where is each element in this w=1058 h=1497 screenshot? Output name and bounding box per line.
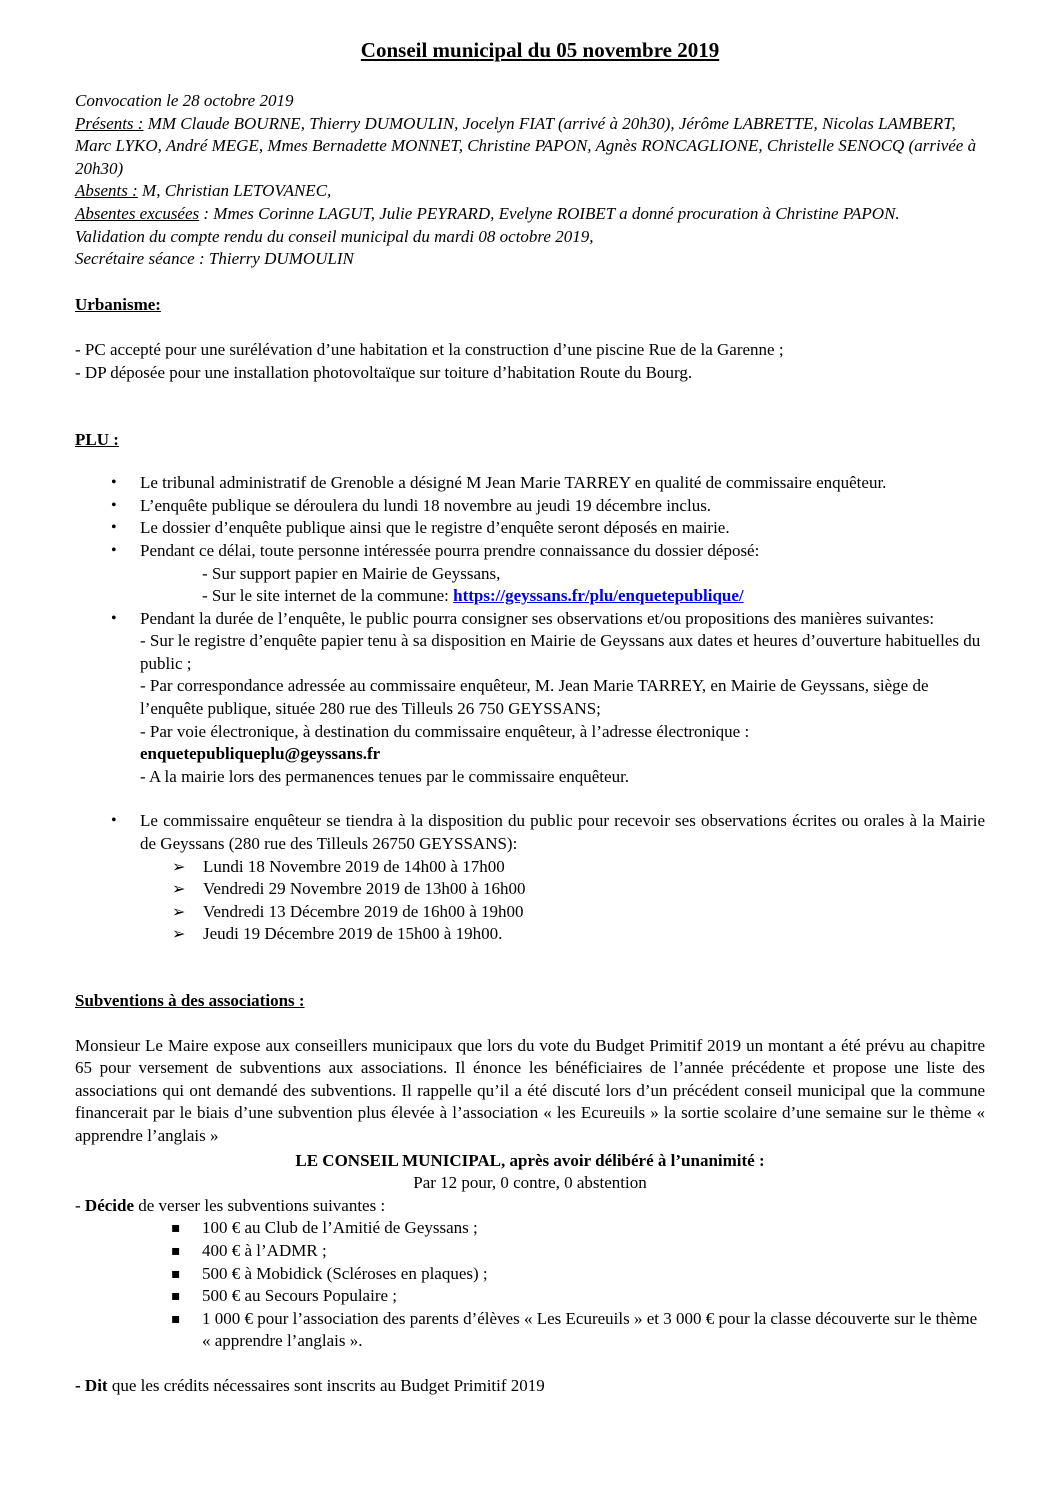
presents-text: MM Claude BOURNE, Thierry DUMOULIN, Jocelyn FIAT (arrivé à 20h30), Jérôme LABRETTE, Nicolas LAMBERT, Marc LYKO, André MEGE, Mmes Bernadette MONNET, Christine PAPON, Agnès RONCAGLIONE, Christelle SENOCQ (arrivée à 20h30) [75, 113, 977, 178]
subvention-item: ▪ 500 € au Secours Populaire ; [75, 1285, 985, 1308]
urbanisme-list [75, 339, 985, 384]
permanence-date: ➢ Jeudi 19 Décembre 2019 de 15h00 à 19h00. [75, 923, 985, 946]
plu-sub-papier: - Sur support papier en Mairie de Geyssans, [202, 563, 501, 583]
dit-line [75, 1375, 985, 1398]
plu-bullet-observations [75, 608, 985, 789]
decide-line [75, 1195, 985, 1218]
permanence-date: ➢ Lundi 18 Novembre 2019 de 14h00 à 17h00 [75, 856, 985, 879]
absents-text: M, Christian LETOVANEC, [137, 181, 332, 201]
absents-line [75, 180, 985, 203]
dit-keyword: - Dit [75, 1375, 108, 1395]
meeting-info [75, 90, 985, 271]
presents-label: Présents : [75, 113, 144, 133]
decide-text: de verser les subventions suivantes : [134, 1195, 386, 1215]
plu-delai-text: Pendant ce délai, toute personne intéressée pourra prendre connaissance du dossier déposé: [140, 540, 760, 560]
dit-text: que les crédits nécessaires sont inscrits au Budget Primitif 2019 [107, 1375, 545, 1395]
plu-bullet-dates: • L’enquête publique se déroulera du lundi 18 novembre au jeudi 19 décembre inclus. [75, 495, 985, 518]
plu-bullet-delai [75, 540, 985, 563]
plu-sub-internet-text: - Sur le site internet de la commune: [202, 586, 454, 606]
document-page [75, 36, 985, 1398]
subvention-item: ▪ 100 € au Club de l’Amitié de Geyssans ; [75, 1217, 985, 1240]
absents-label: Absents : [75, 181, 138, 201]
plu-bullet-permanences: • Le commissaire enquêteur se tiendra à la disposition du public pour recevoir ses observations écrites ou orales à la Mairie de Geyssans (280 rue des Tilleuls 26750 GEYSSANS): [75, 810, 985, 855]
subventions-heading: Subventions à des associations : [75, 991, 305, 1010]
plu-observations-electronique: - Par voie électronique, à destination du commissaire enquêteur, à l’adresse électronique : [140, 721, 750, 741]
plu-bullet-list-3 [75, 810, 985, 855]
plu-observations-correspondance: - Par correspondance adressée au commissaire enquêteur, M. Jean Marie TARREY, en Mairie de Geyssans, siège de l’enquête publique, située 280 rue des Tilleuls 26 750 GEYSSANS; [140, 676, 929, 719]
presents-line [75, 113, 985, 181]
page-title: Conseil municipal du 05 novembre 2019 [360, 38, 720, 62]
conseil-decision-heading: LE CONSEIL MUNICIPAL, après avoir délibéré à l’unanimité : [295, 1150, 765, 1170]
subventions-list [75, 1217, 985, 1353]
urbanisme-item: - DP déposée pour une installation photovoltaïque sur toiture d’habitation Route du Bourg. [75, 362, 693, 382]
subvention-item: ▪ 500 € à Mobidick (Scléroses en plaques) ; [75, 1263, 985, 1286]
plu-observations-mairie: - A la mairie lors des permanences tenues par le commissaire enquêteur. [140, 766, 630, 786]
excusees-text: : Mmes Corinne LAGUT, Julie PEYRARD, Evelyne ROIBET a donné procuration à Christine PAPON. [199, 203, 900, 223]
permanence-dates-list [75, 856, 985, 946]
subvention-item: ▪ 1 000 € pour l’association des parents d’élèves « Les Ecureuils » et 3 000 € pour la classe découverte sur le thème « apprendre l’anglais ». [75, 1308, 985, 1353]
plu-bullet-list [75, 472, 985, 562]
validation-line: Validation du compte rendu du conseil municipal du mardi 08 octobre 2019, [75, 226, 594, 246]
plu-heading: PLU : [75, 429, 119, 449]
vote-result: Par 12 pour, 0 contre, 0 abstention [413, 1173, 647, 1193]
subventions-paragraph: Monsieur Le Maire expose aux conseillers municipaux que lors du vote du Budget Primitif 2019 un montant a été prévu au chapitre 65 pour versement de subventions aux associations. Il énonce les bénéficiaires de l’année précédente et propose une liste des associations qui ont demandé des subventions. Il rappelle qu’il a été discuté lors d’un précédent conseil municipal que la commune financerait par le biais d’une subvention plus élevée à l’association « les Ecureuils » la sortie scolaire d’une semaine sur le thème « apprendre l’anglais » [75, 1035, 985, 1145]
excusees-line [75, 203, 985, 226]
urbanisme-item: - PC accepté pour une surélévation d’une habitation et la construction d’une piscine Rue de la Garenne ; [75, 340, 784, 360]
plu-bullet-tribunal: • Le tribunal administratif de Grenoble a désigné M Jean Marie TARREY en qualité de commissaire enquêteur. [75, 472, 985, 495]
subvention-item: ▪ 400 € à l’ADMR ; [75, 1240, 985, 1263]
plu-bullet-list-2 [75, 608, 985, 789]
enquete-publique-link[interactable]: https://geyssans.fr/plu/enquetepublique/ [453, 586, 744, 606]
decide-prefix: - [75, 1195, 85, 1215]
decide-keyword: Décide [84, 1195, 135, 1215]
plu-observations-intro: • Pendant la durée de l’enquête, le public pourra consigner ses observations et/ou propositions des manières suivantes: [140, 608, 935, 628]
permanence-date: ➢ Vendredi 13 Décembre 2019 de 16h00 à 19h00 [75, 901, 985, 924]
plu-sub-internet [75, 585, 985, 608]
secretaire-line: Secrétaire séance : Thierry DUMOULIN [75, 249, 354, 269]
convocation-line: Convocation le 28 octobre 2019 [75, 91, 294, 110]
plu-email-address[interactable]: enquetepubliqueplu@geyssans.fr [140, 744, 381, 764]
plu-bullet-dossier: • Le dossier d’enquête publique ainsi que le registre d’enquête seront déposés en mairie. [75, 517, 985, 540]
plu-observations-registre: - Sur le registre d’enquête papier tenu à sa disposition en Mairie de Geyssans aux dates et heures d’ouverture habituelles du public ; [140, 631, 981, 673]
permanence-date: ➢ Vendredi 29 Novembre 2019 de 13h00 à 16h00 [75, 878, 985, 901]
excusees-label: Absentes excusées [75, 203, 200, 223]
urbanisme-heading: Urbanisme: [75, 294, 161, 314]
